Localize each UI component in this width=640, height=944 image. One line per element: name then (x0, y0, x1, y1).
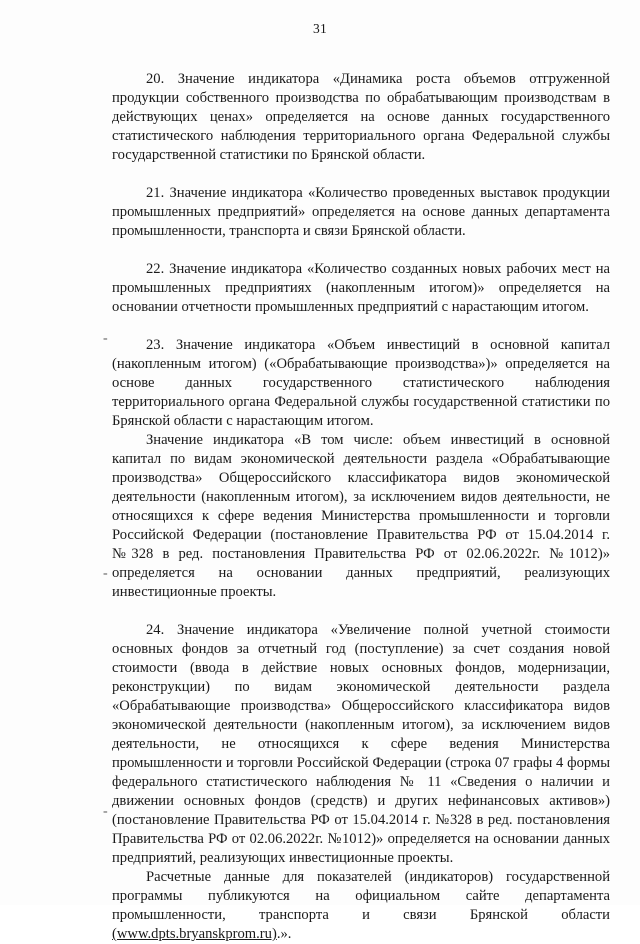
scan-mark-1: - (103, 331, 108, 346)
scan-mark-3: - (103, 804, 108, 819)
scan-mark-2: - (103, 566, 108, 581)
website-link[interactable]: (www.dpts.bryanskprom.ru) (112, 926, 277, 942)
paragraph-indicator-23: 23. Значение индикатора «Объем инвестиций в основной капитал (накопленным итогом) («Обрабатывающие производства»)» определяется на основе данных государственного статистического наблюдения территориального органа Федеральной службы государственной статистики по Брянской области с нарастающим итогом. (112, 337, 610, 429)
paragraph-indicator-21: 21. Значение индикатора «Количество проведенных выставок продукции промышленных предприятий» определяется на основе данных департамента промышленности, транспорта и связи Брянской области. (112, 185, 610, 239)
publication-note-tail: .». (276, 926, 292, 942)
page-number: 31 (312, 21, 328, 36)
paragraph-indicator-24: 24. Значение индикатора «Увеличение полной учетной стоимости основных фондов за отчетный год (поступление) за счет создания новой стоимости (ввода в действие новых основных фондов, модернизации, реконструкции) по видам экономической деятельности раздела «Обрабатывающие производства» Общероссийского классификатора видов экономической деятельности (накопленным итогом), за исключением видов деятельности, не относящихся к сфере ведения Министерства промышленности и торговли Российской Федерации (строка 07 графы 4 формы федерального статистического наблюдения № 11 «Сведения о наличии и движении основных фондов (средств) и других нефинансовых активов») (постановление Правительства РФ от 15.04.2014 г. №328 в ред. постановления Правительства РФ от 02.06.2022г. №1012)» определяется на основании данных предприятий, реализующих инвестиционные проекты. (112, 622, 610, 866)
paragraph-indicator-23-detail: Значение индикатора «В том числе: объем инвестиций в основной капитал по видам экономической деятельности раздела «Обрабатывающие производства» Общероссийского классификатора видов экономической деятельности (накопленным итогом), за исключением видов деятельности, не относящихся к сфере ведения Министерства промышленности и торговли Российской Федерации (постановление Правительства РФ от 15.04.2014 г. №328 в ред. постановления Правительства РФ от 02.06.2022г. №1012)» определяется на основании данных предприятий, реализующих инвестиционные проекты. (112, 432, 610, 600)
paragraph-indicator-20: 20. Значение индикатора «Динамика роста объемов отгруженной продукции собственного производства по обрабатывающим производствам в действующих ценах» определяется на основе данных государственного статистического наблюдения территориального органа Федеральной службы государственной статистики по Брянской области. (112, 71, 610, 163)
paragraph-publication-note (112, 868, 610, 944)
publication-note-text: Расчетные данные для показателей (индикаторов) государственной программы публикуются на официальном сайте департамента промышленности, транспорта и связи Брянской области (112, 869, 610, 923)
paragraph-indicator-22: 22. Значение индикатора «Количество созданных новых рабочих мест на промышленных предприятиях (накопленным итогом)» определяется на основании отчетности промышленных предприятий с нарастающим итогом. (112, 261, 610, 315)
document-body (112, 70, 610, 944)
